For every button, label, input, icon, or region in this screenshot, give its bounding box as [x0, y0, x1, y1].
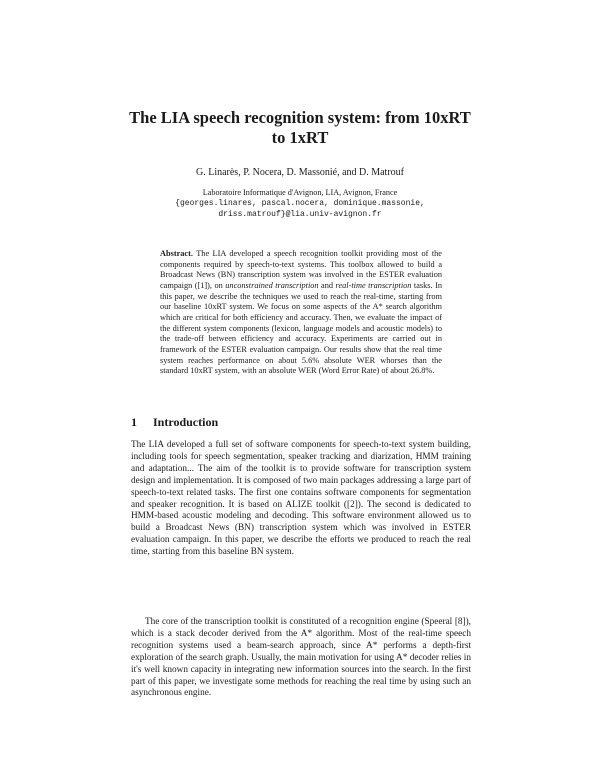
intro-paragraph-2: The core of the transcription toolkit is constituted of a recognition engine (Speeral [8]), which is a stack decoder derived from the A* algorithm. Most of the real-time speech recognition systems used a beam-search approach, since A* performs a depth-first exploration of the search graph. Usually, the main motivation for using A* decoder relies in it's well known capacity in integrating new information sources into the search. In the first part of this paper, we investigate some methods for reaching the real time by using such an asynchronous engine.: [131, 617, 471, 699]
section-number: 1: [131, 415, 137, 429]
affiliation-block: [100, 187, 500, 220]
abstract-emphasis-2: real-time transcription: [335, 280, 412, 290]
abstract-emphasis-1: unconstrained transcription: [225, 280, 319, 290]
paper-title: [100, 108, 500, 148]
abstract: [160, 249, 442, 377]
abstract-text-1: The LIA developed a speech recognition toolkit providing most of the components required by speech-to-text systems. This toolbox allowed to build a Broadcast News (BN) transcription system was involved in the ESTER evaluation campaign ([1]), on: [160, 249, 442, 290]
email-line-1: {georges.linares, pascal.nocera, dominique.massonie,: [175, 199, 425, 208]
intro-paragraph-1: The LIA developed a full set of software components for speech-to-text system building, including tools for speech segmentation, speaker tracking and diarization, HMM training and adaptation... The aim of the toolkit is to provide software for transcription system design and implementation. It is composed of two main packages addressing a large part of speech-to-text related tasks. The first one contains software components for segmentation and speaker recognition. It is based on ALIZE toolkit ([2]). The second is dedicated to HMM-based acoustic modeling and decoding. This software environment allowed us to build a Broadcast News (BN) transcription system which was involved in ESTER evaluation campaign. In this paper, we describe the efforts we produced to reach the real time, starting from this baseline BN system.: [131, 440, 471, 558]
title-line-2: to 1xRT: [271, 128, 329, 147]
affiliation-line: Laboratoire Informatique d'Avignon, LIA, Avignon, France: [202, 188, 398, 197]
section-title: Introduction: [153, 415, 219, 429]
author-list: G. Linarès, P. Nocera, D. Massonié, and D. Matrouf: [195, 167, 404, 178]
abstract-label: Abstract.: [160, 249, 193, 258]
email-line-2: driss.matrouf}@lia.univ-avignon.fr: [218, 210, 382, 219]
section-heading-introduction: [131, 415, 218, 429]
title-line-1: The LIA speech recognition system: from 10xRT: [129, 108, 471, 127]
abstract-text-3: tasks. In this paper, we describe the techniques we used to reach the real-time, starting from our baseline 10xRT system. We focus on some aspects of the A* search algorithm which are critical for both efficiency and accuracy. Then, we evaluate the impact of the different system components (lexicon, language models and acoustic models) to the trade-off between efficiency and accuracy. Experiments are carried out in framework of the ESTER evaluation campaign. Our results show that the real time system reaches performance on about 5.6% absolute WER whorses than the standard 10xRT system, with an absolute WER (Word Error Rate) of about 26.8%.: [160, 280, 442, 376]
abstract-text-2: and: [318, 280, 336, 290]
